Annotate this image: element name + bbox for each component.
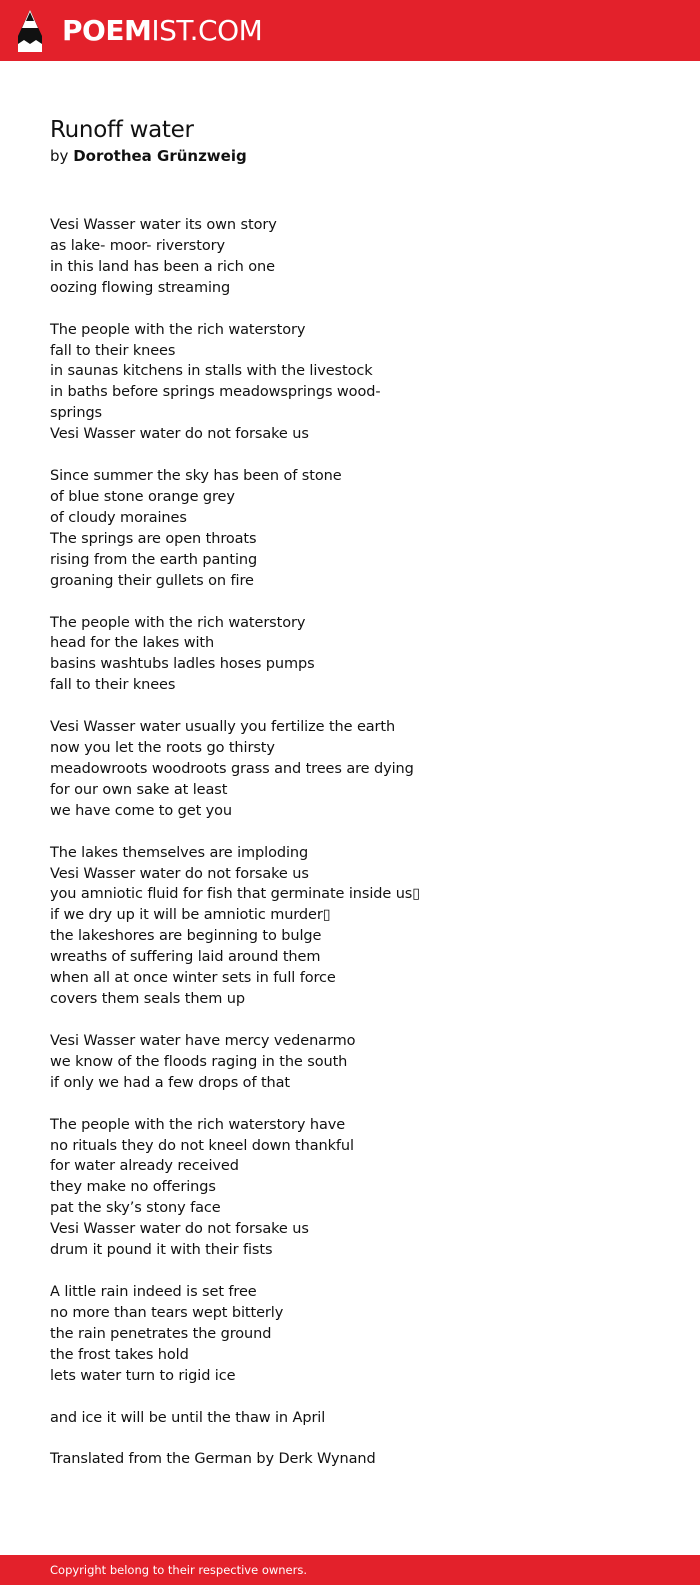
poem-line: meadowroots woodroots grass and trees are dying <box>50 760 414 777</box>
poem-line: when all at once winter sets in full force <box>50 970 336 987</box>
poem-line: covers them seals them up <box>50 991 245 1007</box>
poem-line: if only we had a few drops of that <box>50 1074 291 1091</box>
poem-line: Vesi Wasser water have mercy vedenarmo <box>50 1032 356 1049</box>
poem-stanza <box>50 320 650 445</box>
poem-stanza <box>50 1282 650 1387</box>
poem-line: we know of the floods raging in the south <box>50 1053 348 1070</box>
poem-line: the rain penetrates the ground <box>50 1325 272 1342</box>
poem-stanza <box>50 466 650 591</box>
poem-line: fall to their knees <box>50 342 176 359</box>
poem-line: The springs are open throats <box>50 530 257 547</box>
copyright-text: Copyright belong to their respective owners. <box>50 1563 308 1577</box>
poem-line: head for the lakes with <box>50 635 215 652</box>
poem-line: in this land has been a rich one <box>50 258 275 275</box>
poem-line: the frost takes hold <box>50 1346 189 1363</box>
poem-line: you amniotic fluid for fish that germinate inside us▯ <box>50 886 421 903</box>
poem-stanza <box>50 215 650 299</box>
poem-line: Vesi Wasser water do not forsake us <box>50 426 309 443</box>
poem-line: in baths before springs meadowsprings wood- <box>50 384 381 401</box>
poem-line: Vesi Wasser water do not forsake us <box>50 865 309 882</box>
poem-line: in saunas kitchens in stalls with the livestock <box>50 363 373 380</box>
poem-line: oozing flowing streaming <box>50 279 231 296</box>
poem-line: for water already received <box>50 1158 239 1175</box>
logo-light-text: IST.COM <box>151 14 263 47</box>
poem-body <box>50 215 650 1470</box>
poem-line: rising from the earth panting <box>50 551 258 568</box>
poem-content <box>50 115 650 1491</box>
author-link[interactable]: Dorothea Grünzweig <box>73 147 247 165</box>
poem-line: no more than tears wept bitterly <box>50 1304 284 1321</box>
pencil-tip-icon <box>18 10 42 52</box>
poem-line: fall to their knees <box>50 677 176 694</box>
poem-line: springs <box>50 405 102 422</box>
poem-line: basins washtubs ladles hoses pumps <box>50 656 315 673</box>
poem-line: The lakes themselves are imploding <box>50 844 309 861</box>
poem-line: they make no offerings <box>50 1179 216 1196</box>
poem-line: lets water turn to rigid ice <box>50 1367 236 1384</box>
poem-byline <box>50 145 650 167</box>
site-logo-text <box>62 10 262 52</box>
poem-line: as lake- moor- riverstory <box>50 237 225 254</box>
poem-line: the lakeshores are beginning to bulge <box>50 928 322 945</box>
poem-line: pat the sky’s stony face <box>50 1200 221 1217</box>
poem-line: A little rain indeed is set free <box>50 1283 257 1300</box>
poem-line: Since summer the sky has been of stone <box>50 468 342 485</box>
poem-line: Vesi Wasser water usually you fertilize the earth <box>50 719 396 736</box>
poem-line: Vesi Wasser water its own story <box>50 217 277 233</box>
poem-stanza <box>50 1408 650 1429</box>
poem-line: if we dry up it will be amniotic murder▯ <box>50 907 331 924</box>
poem-line: of cloudy moraines <box>50 509 187 526</box>
poem-stanza <box>50 613 650 697</box>
poem-line: and ice it will be until the thaw in April <box>50 1409 326 1426</box>
poem-line: The people with the rich waterstory <box>50 614 306 631</box>
site-header <box>0 0 700 61</box>
poem-line: Translated from the German by Derk Wynand <box>50 1451 376 1468</box>
poem-line: wreaths of suffering laid around them <box>50 949 321 966</box>
poem-stanza <box>50 1449 650 1470</box>
site-footer <box>0 1555 700 1585</box>
poem-line: of blue stone orange grey <box>50 488 235 505</box>
poem-stanza <box>50 843 650 1010</box>
poem-line: we have come to get you <box>50 802 233 819</box>
poem-title: Runoff water <box>50 117 194 143</box>
poem-line: for our own sake at least <box>50 781 228 798</box>
poem-line: Vesi Wasser water do not forsake us <box>50 1221 309 1238</box>
poem-stanza <box>50 1115 650 1261</box>
poem-line: groaning their gullets on fire <box>50 572 254 589</box>
by-label: by <box>50 147 69 165</box>
logo-bold-text: POEM <box>62 14 152 47</box>
poem-stanza <box>50 717 650 822</box>
poem-line: drum it pound it with their fists <box>50 1242 273 1259</box>
poem-line: no rituals they do not kneel down thankful <box>50 1137 354 1154</box>
poem-line: now you let the roots go thirsty <box>50 740 275 757</box>
poem-line: The people with the rich waterstory <box>50 321 306 338</box>
poem-stanza <box>50 1031 650 1094</box>
poem-line: The people with the rich waterstory have <box>50 1116 346 1133</box>
site-logo-link[interactable] <box>18 10 262 52</box>
